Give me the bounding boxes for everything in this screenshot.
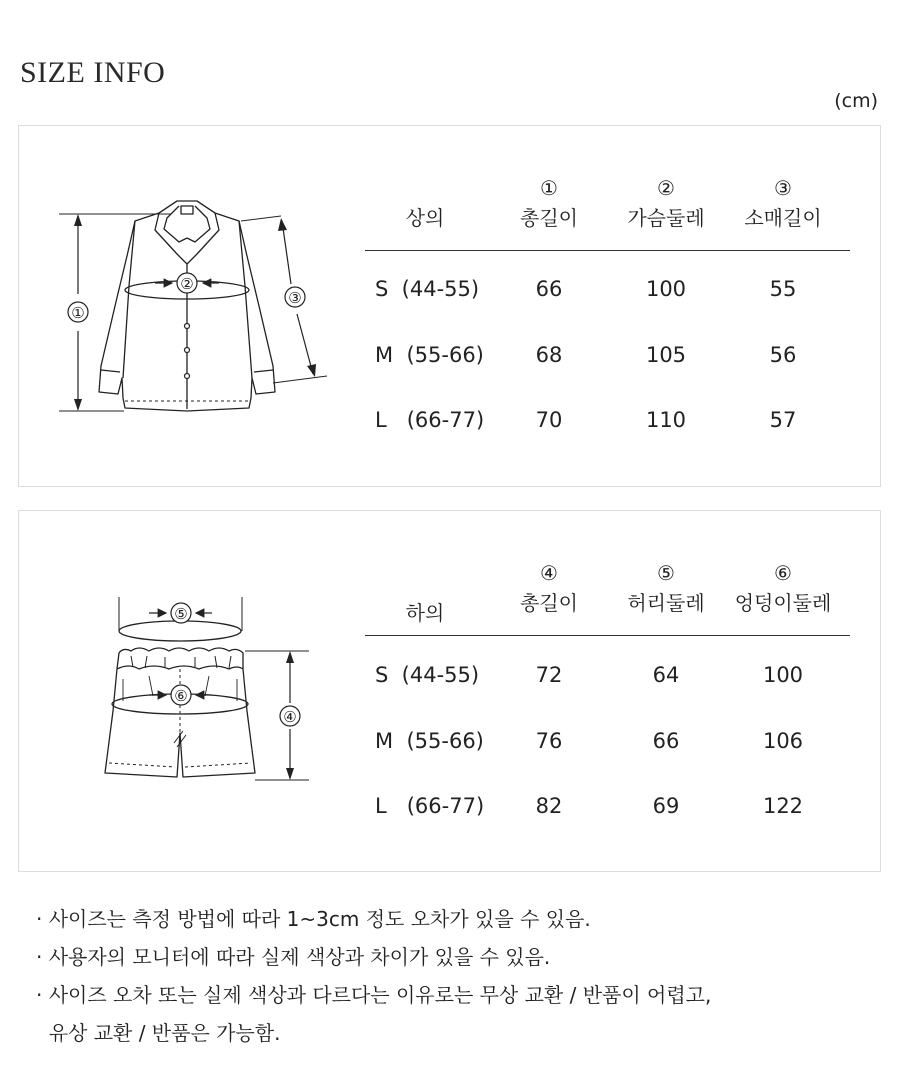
row-size-l: L (66-77) (375, 408, 485, 432)
cell-value: 70 (535, 408, 563, 432)
cell-value: 72 (535, 663, 563, 687)
cell-value: 100 (645, 277, 687, 301)
top-size-panel (18, 125, 881, 487)
cell-value: 69 (652, 794, 680, 818)
cell-value: 66 (535, 277, 563, 301)
cell-value: 110 (645, 408, 687, 432)
cell-value: 55 (769, 277, 797, 301)
cell-value: 106 (762, 729, 804, 753)
circle-one-label: ① (71, 304, 85, 322)
cell-value: 122 (762, 794, 804, 818)
circle-three-label: ③ (288, 289, 302, 307)
unit-label: (cm) (834, 90, 878, 112)
cell-value: 105 (645, 343, 687, 367)
cell-value: 82 (535, 794, 563, 818)
circle-six-label: ⑥ (174, 687, 188, 705)
cell-value: 64 (652, 663, 680, 687)
bottom-size-table (365, 511, 850, 871)
note-item: · 사이즈 오차 또는 실제 색상과 다르다는 이유로는 무상 교환 / 반품이 어렵고, (36, 983, 712, 1007)
cell-value: 76 (535, 729, 563, 753)
cell-value: 100 (762, 663, 804, 687)
note-item: · 사이즈는 측정 방법에 따라 1~3cm 정도 오차가 있을 수 있음. (36, 907, 591, 931)
header-divider (365, 250, 850, 251)
header-top-sleeve: ③ 소매길이 (744, 176, 822, 230)
header-divider (365, 635, 850, 636)
cell-value: 66 (652, 729, 680, 753)
row-size-m: M (55-66) (375, 729, 484, 753)
circle-four-label: ④ (283, 708, 297, 726)
cell-value: 57 (769, 408, 797, 432)
header-bottom-hip: ⑥ 엉덩이둘레 (734, 561, 832, 615)
note-item: · 사용자의 모니터에 따라 실제 색상과 차이가 있을 수 있음. (36, 945, 551, 969)
header-bottom-type: 하의 (405, 601, 445, 625)
notes-list (36, 900, 711, 1052)
cell-value: 56 (769, 343, 797, 367)
header-bottom-total-length: ④ 총길이 (520, 561, 578, 615)
row-size-l: L (66-77) (375, 794, 485, 818)
circle-two-label: ② (180, 275, 194, 293)
header-top-type: 상의 (405, 206, 445, 230)
row-size-s: S (44-55) (375, 663, 480, 687)
row-size-m: M (55-66) (375, 343, 484, 367)
note-item: 유상 교환 / 반품은 가능함. (36, 1021, 281, 1045)
header-top-total-length: ① 총길이 (520, 176, 578, 230)
top-size-table (365, 126, 850, 486)
header-bottom-waist: ⑤ 허리둘레 (627, 561, 705, 615)
bottom-size-panel (18, 510, 881, 872)
shorts-illustration (19, 511, 365, 873)
page-title: SIZE INFO (20, 56, 166, 89)
circle-five-label: ⑤ (174, 605, 188, 623)
row-size-s: S (44-55) (375, 277, 480, 301)
shirt-illustration (19, 126, 365, 488)
cell-value: 68 (535, 343, 563, 367)
header-top-chest: ② 가슴둘레 (627, 176, 705, 230)
